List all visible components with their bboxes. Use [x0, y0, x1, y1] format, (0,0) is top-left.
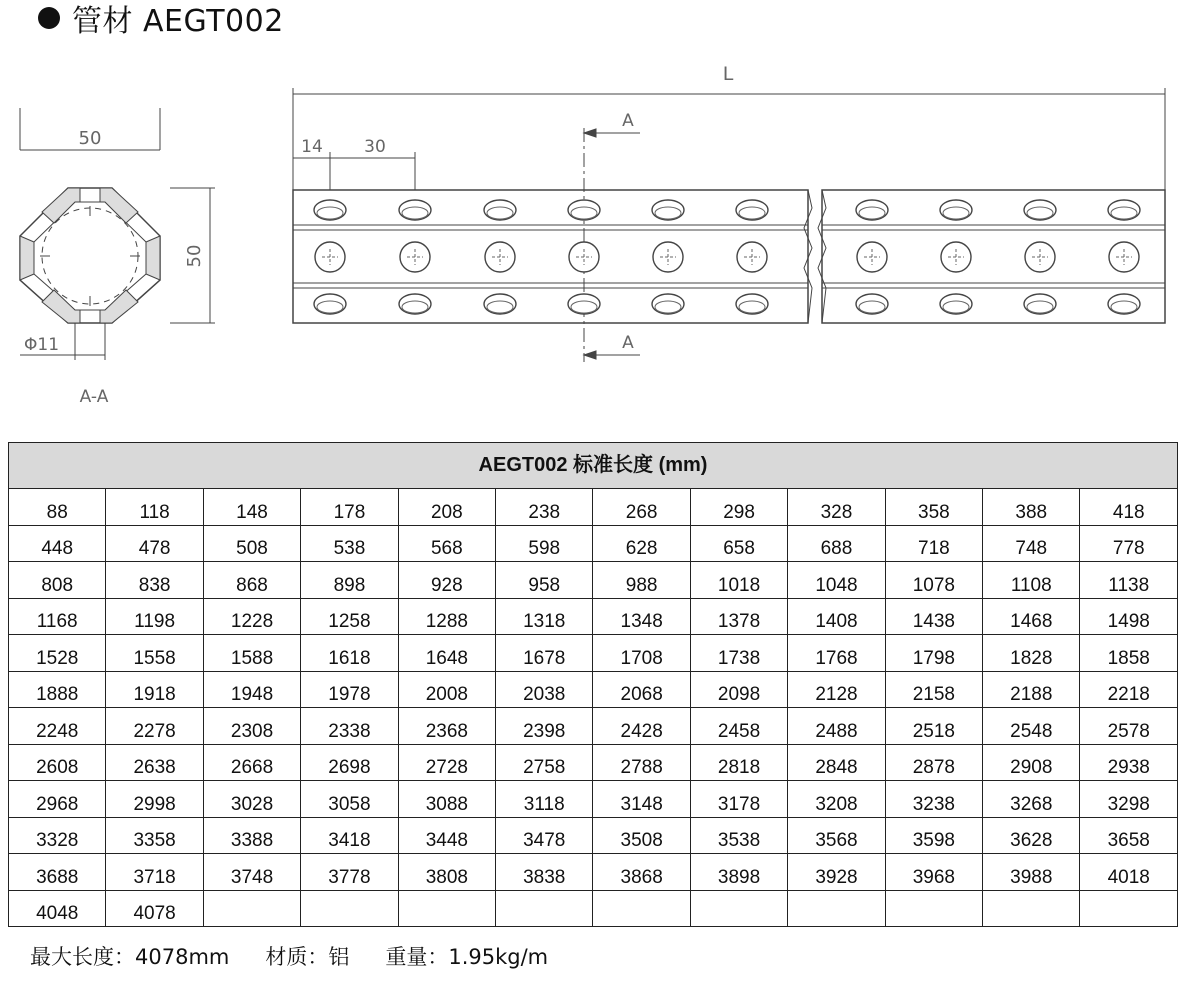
length-cell: 3508: [593, 817, 690, 854]
length-cell: 1378: [690, 598, 787, 635]
length-cell: 2158: [885, 671, 982, 708]
length-cell: 508: [203, 525, 300, 562]
max-length-spec: 最大长度：4078mm: [30, 945, 230, 969]
length-cell: 2638: [106, 744, 203, 781]
length-cell: 2788: [593, 744, 690, 781]
length-cell: 3058: [301, 781, 398, 818]
length-cell: 1528: [9, 635, 106, 672]
length-cell: 598: [496, 525, 593, 562]
length-cell: 718: [885, 525, 982, 562]
section-height-dim: 50: [184, 244, 205, 268]
length-cell: 688: [788, 525, 885, 562]
length-cell: [983, 890, 1080, 927]
length-cell: 3898: [690, 854, 787, 891]
length-cell: 1768: [788, 635, 885, 672]
table-row: [9, 525, 1178, 562]
length-cell: 2278: [106, 708, 203, 745]
length-cell: [203, 890, 300, 927]
length-cell: 178: [301, 489, 398, 526]
length-cell: 1288: [398, 598, 495, 635]
length-cell: 2038: [496, 671, 593, 708]
length-cell: 448: [9, 525, 106, 562]
length-cell: 2968: [9, 781, 106, 818]
length-cell: 298: [690, 489, 787, 526]
length-cell: 1888: [9, 671, 106, 708]
length-cell: 2068: [593, 671, 690, 708]
length-cell: 2398: [496, 708, 593, 745]
length-cell: 478: [106, 525, 203, 562]
length-cell: 1918: [106, 671, 203, 708]
length-cell: [398, 890, 495, 927]
length-cell: 118: [106, 489, 203, 526]
length-cell: 3928: [788, 854, 885, 891]
length-cell: 3968: [885, 854, 982, 891]
length-cell: 2458: [690, 708, 787, 745]
length-cell: 3568: [788, 817, 885, 854]
length-cell: 2878: [885, 744, 982, 781]
length-cell: 1678: [496, 635, 593, 672]
standard-length-table: [8, 442, 1178, 927]
length-cell: 3808: [398, 854, 495, 891]
pitch-dim: 30: [364, 137, 386, 157]
length-cell: 868: [203, 562, 300, 599]
length-cell: 2128: [788, 671, 885, 708]
first-pitch-dim: 14: [301, 137, 323, 157]
length-cell: 1828: [983, 635, 1080, 672]
length-cell: 3028: [203, 781, 300, 818]
length-cell: 3298: [1080, 781, 1178, 818]
length-cell: 1228: [203, 598, 300, 635]
section-mark-top: A: [622, 111, 634, 131]
length-cell: 1048: [788, 562, 885, 599]
length-cell: 778: [1080, 525, 1178, 562]
length-cell: 2218: [1080, 671, 1178, 708]
length-cell: 1648: [398, 635, 495, 672]
length-cell: 658: [690, 525, 787, 562]
length-cell: 1798: [885, 635, 982, 672]
length-cell: 898: [301, 562, 398, 599]
length-cell: 2848: [788, 744, 885, 781]
length-cell: 1948: [203, 671, 300, 708]
length-cell: 2578: [1080, 708, 1178, 745]
length-cell: [496, 890, 593, 927]
length-cell: 2998: [106, 781, 203, 818]
length-cell: 2668: [203, 744, 300, 781]
length-cell: 2428: [593, 708, 690, 745]
length-cell: 2368: [398, 708, 495, 745]
table-row: [9, 489, 1178, 526]
length-cell: 2488: [788, 708, 885, 745]
length-cell: 4018: [1080, 854, 1178, 891]
length-cell: 1078: [885, 562, 982, 599]
length-cell: 2818: [690, 744, 787, 781]
length-cell: 1618: [301, 635, 398, 672]
length-cell: 4078: [106, 890, 203, 927]
length-cell: 3268: [983, 781, 1080, 818]
table-row: [9, 781, 1178, 818]
table-title: AEGT002 标准长度 (mm): [9, 443, 1178, 489]
length-cell: 2548: [983, 708, 1080, 745]
length-cell: 3748: [203, 854, 300, 891]
length-cell: 2908: [983, 744, 1080, 781]
length-cell: 3238: [885, 781, 982, 818]
page-title: 管材 AEGT002: [72, 4, 284, 39]
length-cell: 1498: [1080, 598, 1178, 635]
length-cell: [1080, 890, 1178, 927]
table-row: [9, 635, 1178, 672]
length-cell: 3838: [496, 854, 593, 891]
length-cell: 628: [593, 525, 690, 562]
length-cell: 3598: [885, 817, 982, 854]
length-cell: 88: [9, 489, 106, 526]
bullet-icon: [38, 7, 60, 29]
section-view-label: A-A: [79, 387, 109, 407]
weight-spec: 重量：1.95kg/m: [385, 945, 549, 969]
length-cell: 928: [398, 562, 495, 599]
length-dim-label: L: [722, 63, 734, 85]
table-row: [9, 708, 1178, 745]
length-cell: 1978: [301, 671, 398, 708]
length-cell: 2008: [398, 671, 495, 708]
length-cell: 3868: [593, 854, 690, 891]
length-cell: 3088: [398, 781, 495, 818]
length-cell: 328: [788, 489, 885, 526]
cross-section-view: [20, 108, 215, 360]
length-cell: 3478: [496, 817, 593, 854]
length-cell: 3688: [9, 854, 106, 891]
length-cell: 1558: [106, 635, 203, 672]
length-cell: 2608: [9, 744, 106, 781]
length-cell: 1108: [983, 562, 1080, 599]
length-cell: [788, 890, 885, 927]
length-cell: 1588: [203, 635, 300, 672]
length-cell: 148: [203, 489, 300, 526]
table-row: [9, 744, 1178, 781]
length-cell: 2248: [9, 708, 106, 745]
length-cell: 2518: [885, 708, 982, 745]
length-cell: 808: [9, 562, 106, 599]
length-cell: 358: [885, 489, 982, 526]
length-cell: 3208: [788, 781, 885, 818]
length-cell: 2338: [301, 708, 398, 745]
table-row: [9, 598, 1178, 635]
length-cell: 3358: [106, 817, 203, 854]
length-cell: 1168: [9, 598, 106, 635]
length-cell: 3388: [203, 817, 300, 854]
length-cell: 1258: [301, 598, 398, 635]
length-cell: 3118: [496, 781, 593, 818]
length-cell: [690, 890, 787, 927]
length-cell: 418: [1080, 489, 1178, 526]
length-cell: 2698: [301, 744, 398, 781]
length-cell: 838: [106, 562, 203, 599]
length-cell: 988: [593, 562, 690, 599]
length-cell: 2308: [203, 708, 300, 745]
length-cell: 2758: [496, 744, 593, 781]
length-cell: 3328: [9, 817, 106, 854]
length-cell: 1318: [496, 598, 593, 635]
length-cell: 3658: [1080, 817, 1178, 854]
length-cell: 238: [496, 489, 593, 526]
length-cell: 3418: [301, 817, 398, 854]
side-view: [293, 88, 1165, 362]
length-cell: 268: [593, 489, 690, 526]
length-cell: 3148: [593, 781, 690, 818]
length-cell: 1138: [1080, 562, 1178, 599]
length-cell: 1708: [593, 635, 690, 672]
length-cell: 1738: [690, 635, 787, 672]
length-cell: 538: [301, 525, 398, 562]
length-cell: 1858: [1080, 635, 1178, 672]
page-heading: [38, 0, 284, 39]
length-cell: 2938: [1080, 744, 1178, 781]
length-cell: 568: [398, 525, 495, 562]
length-cell: 4048: [9, 890, 106, 927]
section-mark-bottom: A: [622, 333, 634, 353]
length-cell: 2098: [690, 671, 787, 708]
length-cell: 3778: [301, 854, 398, 891]
section-width-dim: 50: [78, 128, 102, 149]
technical-drawing: [0, 40, 1200, 420]
length-cell: 2188: [983, 671, 1080, 708]
length-cell: 1198: [106, 598, 203, 635]
hole-diameter-dim: Φ11: [24, 335, 60, 355]
length-cell: 3178: [690, 781, 787, 818]
table-row: [9, 817, 1178, 854]
table-row: [9, 890, 1178, 927]
table-row: [9, 562, 1178, 599]
length-cell: 1018: [690, 562, 787, 599]
length-cell: 208: [398, 489, 495, 526]
length-cell: 3448: [398, 817, 495, 854]
length-cell: 1468: [983, 598, 1080, 635]
table-header-row: [9, 443, 1178, 489]
length-cell: 1438: [885, 598, 982, 635]
length-cell: 3628: [983, 817, 1080, 854]
spec-footer: [30, 940, 584, 972]
table-row: [9, 671, 1178, 708]
length-cell: [593, 890, 690, 927]
material-spec: 材质：铝: [265, 945, 350, 969]
length-cell: 388: [983, 489, 1080, 526]
length-cell: 748: [983, 525, 1080, 562]
length-cell: 1348: [593, 598, 690, 635]
length-cell: [301, 890, 398, 927]
length-cell: [885, 890, 982, 927]
length-cell: 2728: [398, 744, 495, 781]
length-cell: 3988: [983, 854, 1080, 891]
length-cell: 958: [496, 562, 593, 599]
length-cell: 3718: [106, 854, 203, 891]
table-row: [9, 854, 1178, 891]
length-cell: 1408: [788, 598, 885, 635]
length-cell: 3538: [690, 817, 787, 854]
